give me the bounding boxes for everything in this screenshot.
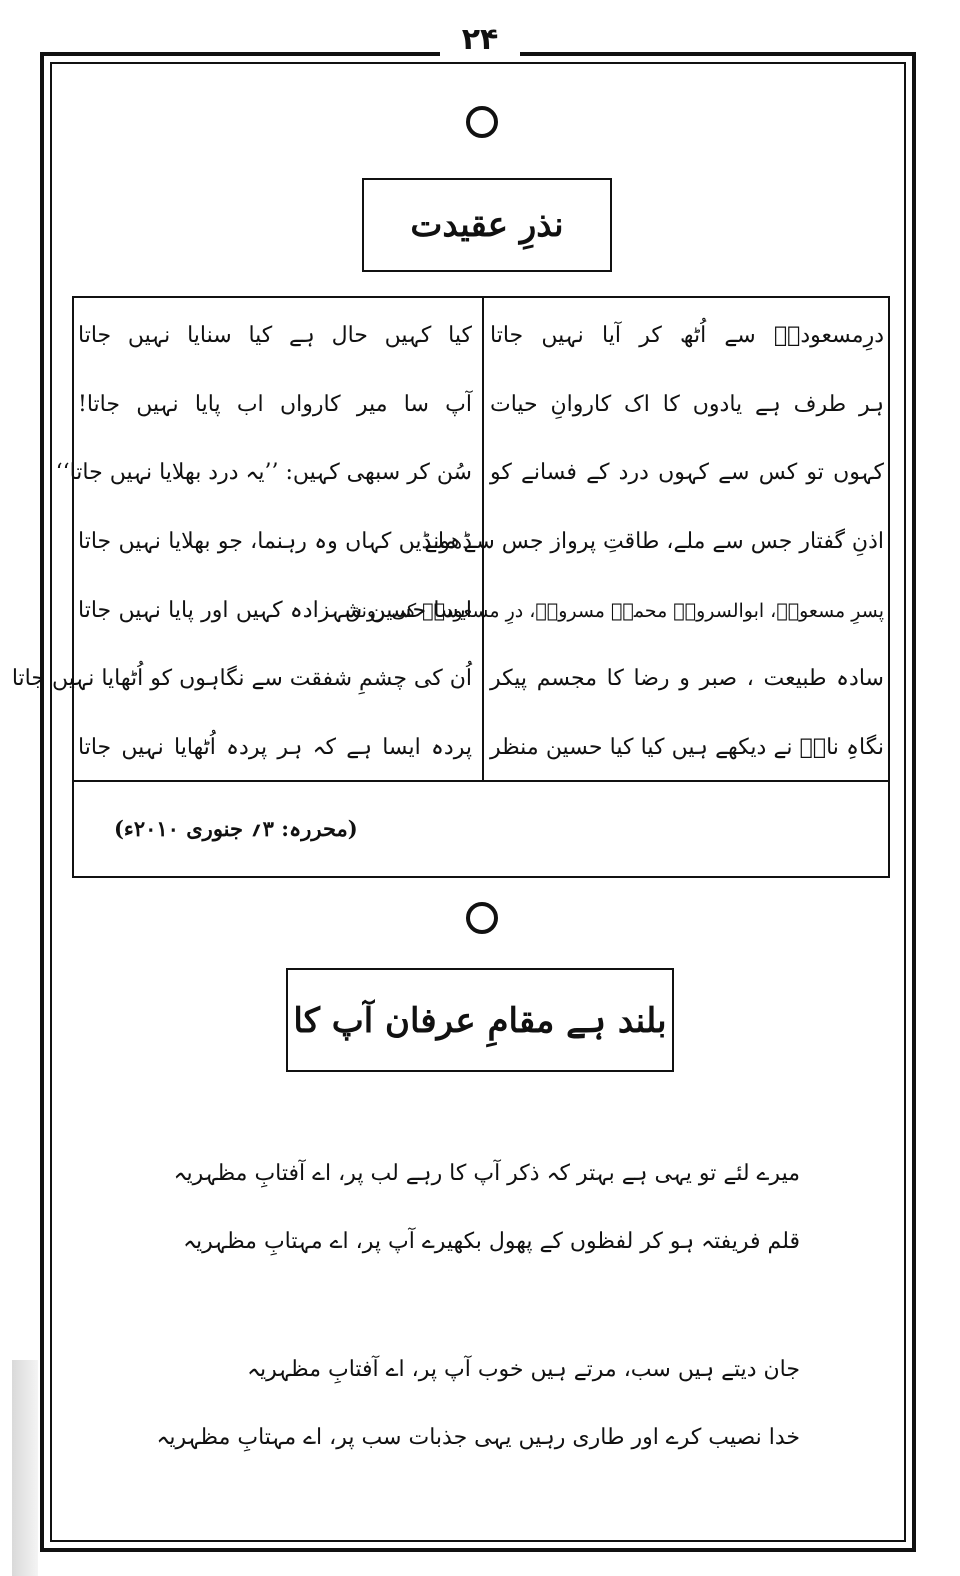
page-number: ۲۴ bbox=[440, 22, 520, 58]
verse-line: جان دیتے ہیں سب، مرتے ہیں خوب آپ پر، اے آفتابِ مظہریہ bbox=[247, 1357, 800, 1382]
verses-block bbox=[156, 1140, 800, 1472]
section-title-box bbox=[362, 178, 612, 272]
poem-line: درِمسعودیؔ سے اُٹھ کر آیا نہیں جاتا bbox=[490, 323, 884, 348]
scan-edge-shadow bbox=[12, 1360, 38, 1576]
row-divider bbox=[74, 780, 888, 782]
poem-line: سُن کر سبھی کہیں: ’’یہ درد بھلایا نہیں جاتا‘‘ bbox=[55, 460, 472, 486]
poem-line: اُن کی چشمِ شفقت سے نگاہوں کو اُٹھایا نہیں جاتا bbox=[11, 666, 472, 692]
poem-column-right bbox=[345, 312, 884, 772]
stanza-gap bbox=[160, 1276, 800, 1336]
poem-line: سادہ طبیعت ، صبر و رضا کا مجسم پیکر bbox=[490, 666, 884, 692]
date-note: (محررہ: ۳؍ جنوری ۲۰۱۰ء) bbox=[114, 816, 358, 841]
section-title: نذرِ عقیدت bbox=[410, 205, 564, 245]
poem-line: نگاہِ نازؔ نے دیکھے ہیں کیا کیا حسین منظر bbox=[490, 734, 884, 760]
section-title-box bbox=[286, 968, 674, 1072]
poem-line: پسرِ مسعودؔ، ابوالسرورؔ محمدؔ مسرورؔ، درِ مسعودیؔ کی رونق bbox=[345, 599, 884, 622]
poem-line: ہر طرف ہے یادوں کا اک کاروانِ حیات bbox=[490, 391, 884, 417]
poem-line: ڈھونڈیں کہاں وہ رہنما، جو بھلایا نہیں جاتا bbox=[78, 528, 472, 554]
section-title: بلند ہے مقامِ عرفان آپ کا bbox=[293, 1000, 667, 1041]
verse-line: قلم فریفتہ ہو کر لفظوں کے پھول بکھیرے آپ پر، اے مہتابِ مظہریہ bbox=[183, 1229, 800, 1254]
section-circle-icon bbox=[466, 902, 498, 934]
poem-line: پردہ ایسا ہے کہ ہر پردہ اُٹھایا نہیں جاتا bbox=[78, 734, 472, 760]
poem-line: کہوں تو کس سے کہوں درد کے فسانے کو bbox=[490, 460, 884, 486]
poem-column-left bbox=[11, 312, 472, 772]
verse-line: خدا نصیب کرے اور طاری رہیں یہی جذبات سب پر، اے مہتابِ مظہریہ bbox=[156, 1425, 800, 1450]
verse-line: میرے لئے تو یہی ہے بہتر کہ ذکر آپ کا رہے لب پر، اے آفتابِ مظہریہ bbox=[173, 1161, 800, 1186]
poem-table bbox=[11, 296, 890, 878]
poem-line: آپ سا میر کارواں اب پایا نہیں جاتا! bbox=[78, 391, 472, 417]
poem-line: ایسا حسین شہزادہ کہیں اور پایا نہیں جاتا bbox=[78, 597, 472, 623]
poem-line: اذنِ گفتار جس سے ملے، طاقتِ پرواز جس سے ملے bbox=[424, 528, 884, 554]
section-circle-icon bbox=[466, 106, 498, 138]
poem-line: کیا کہیں حال ہے کیا سنایا نہیں جاتا bbox=[78, 323, 472, 348]
